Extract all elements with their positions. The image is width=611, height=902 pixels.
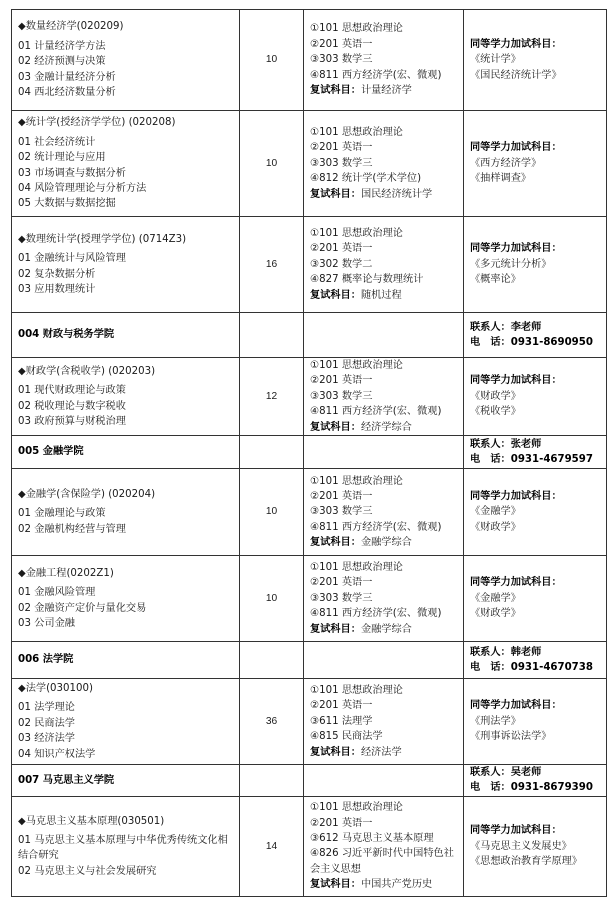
additional-subject-item: 《金融学》 [470, 506, 521, 518]
additional-subject-item: 《国民经济统计学》 [470, 69, 562, 81]
diamond-bullet-icon: ◆ [18, 117, 26, 129]
major-name: 金融学(含保险学) (020204) [25, 488, 156, 500]
school-row [12, 436, 607, 469]
contact-cell [464, 642, 607, 679]
exam-subjects [310, 226, 457, 288]
retest-label: 复试科目： [310, 746, 361, 758]
exam-item: ④811 西方经济学(宏、微观) [310, 521, 442, 533]
direction-item: 01 金融风险管理 [18, 587, 96, 599]
direction-item: 03 经济法学 [18, 733, 75, 745]
retest-value: 经济法学 [360, 746, 402, 758]
additional-subjects-label: 同等学力加试科目： [470, 243, 562, 255]
exam-item: ①101 思想政治理论 [310, 126, 403, 138]
enrollment-quota: 12 [240, 358, 304, 436]
exam-item: ②201 英语一 [310, 700, 373, 712]
contact-phone: 电 话：0931-8690950 [470, 337, 593, 348]
additional-subject-item: 《刑事诉讼法学》 [470, 731, 552, 743]
additional-subject-item: 《抽样调查》 [470, 173, 532, 185]
empty-quota-cell [240, 436, 304, 469]
exam-subjects [310, 125, 457, 187]
major-row [12, 679, 607, 765]
direction-item: 04 知识产权法学 [18, 748, 96, 760]
enrollment-quota: 36 [240, 679, 304, 765]
major-title [18, 19, 233, 34]
additional-subjects-cell [464, 10, 607, 111]
research-directions [18, 833, 233, 879]
retest-value: 中国共产党历史 [360, 879, 433, 891]
enrollment-quota: 10 [240, 556, 304, 642]
enrollment-quota: 16 [240, 217, 304, 313]
contact-phone: 电 话：0931-4670738 [470, 662, 593, 674]
exam-subjects-cell [304, 10, 464, 111]
direction-item: 01 马克思主义基本原理与中华优秀传统文化相结合研究 [18, 834, 228, 862]
direction-item: 02 金融机构经营与管理 [18, 523, 126, 535]
contact-person: 联系人：张老师 [470, 438, 542, 450]
major-row [12, 796, 607, 896]
retest-subject [310, 877, 457, 892]
major-title [18, 566, 233, 581]
research-directions [18, 135, 233, 212]
retest-label: 复试科目： [310, 421, 361, 433]
empty-exam-cell [304, 765, 464, 797]
additional-subjects [470, 591, 600, 622]
contact-cell [464, 313, 607, 358]
additional-subject-item: 《财政学》 [470, 608, 521, 620]
research-directions [18, 700, 233, 762]
exam-item: ②201 英语一 [310, 142, 373, 154]
additional-subjects [470, 389, 600, 420]
retest-label: 复试科目： [310, 537, 361, 549]
retest-subject [310, 83, 457, 98]
direction-item: 02 马克思主义与社会发展研究 [18, 865, 157, 877]
major-cell [12, 358, 240, 436]
exam-item: ③303 数学三 [310, 157, 373, 169]
retest-value: 随机过程 [360, 289, 402, 301]
exam-item: ①101 思想政治理论 [310, 475, 403, 487]
retest-value: 国民经济统计学 [360, 188, 433, 200]
diamond-bullet-icon: ◆ [18, 233, 26, 245]
retest-label: 复试科目： [310, 85, 361, 97]
enrollment-quota: 14 [240, 796, 304, 896]
empty-quota-cell [240, 313, 304, 358]
direction-item: 01 金融理论与政策 [18, 508, 106, 520]
major-cell [12, 796, 240, 896]
exam-item: ④815 民商法学 [310, 731, 383, 743]
contact-cell [464, 765, 607, 797]
empty-quota-cell [240, 765, 304, 797]
exam-item: ①101 思想政治理论 [310, 685, 403, 697]
school-row [12, 765, 607, 797]
empty-quota-cell [240, 642, 304, 679]
direction-item: 01 计量经济学方法 [18, 40, 106, 52]
direction-item: 02 金融资产定价与量化交易 [18, 602, 147, 614]
direction-item: 01 法学理论 [18, 702, 75, 714]
exam-item: ③303 数学三 [310, 592, 373, 604]
major-name: 法学(030100) [25, 683, 93, 695]
additional-subjects-label: 同等学力加试科目： [470, 825, 562, 837]
exam-subjects-cell [304, 469, 464, 556]
direction-item: 04 风险管理理论与分析方法 [18, 182, 147, 194]
additional-subjects-cell [464, 217, 607, 313]
diamond-bullet-icon: ◆ [18, 365, 26, 377]
additional-subjects-label: 同等学力加试科目： [470, 38, 562, 50]
direction-item: 02 复杂数据分析 [18, 268, 96, 280]
additional-subjects [470, 714, 600, 745]
additional-subjects-cell [464, 679, 607, 765]
major-row [12, 111, 607, 217]
major-name: 数量经济学(020209) [25, 21, 124, 33]
exam-subjects [310, 474, 457, 536]
contact-phone: 电 话：0931-8679390 [470, 782, 593, 794]
major-row [12, 10, 607, 111]
exam-subjects [310, 21, 457, 83]
retest-subject [310, 745, 457, 760]
exam-item: ③302 数学二 [310, 258, 373, 270]
school-name: 007 马克思主义学院 [12, 765, 240, 797]
exam-subjects [310, 800, 457, 877]
major-row [12, 217, 607, 313]
research-directions [18, 506, 233, 537]
contact-person: 联系人：韩老师 [470, 646, 542, 658]
exam-subjects [310, 358, 457, 420]
exam-item: ①101 思想政治理论 [310, 802, 403, 814]
additional-subject-item: 《统计学》 [470, 54, 521, 66]
major-title [18, 487, 233, 502]
major-cell [12, 679, 240, 765]
additional-subject-item: 《多元统计分析》 [470, 258, 552, 270]
additional-subject-item: 《财政学》 [470, 390, 521, 402]
exam-item: ④827 概率论与数理统计 [310, 274, 424, 286]
direction-item: 01 社会经济统计 [18, 136, 96, 148]
additional-subjects-cell [464, 469, 607, 556]
additional-subject-item: 《税收学》 [470, 406, 521, 418]
retest-label: 复试科目： [310, 188, 361, 200]
exam-subjects [310, 560, 457, 622]
direction-item: 02 民商法学 [18, 717, 75, 729]
additional-subjects-cell [464, 111, 607, 217]
exam-item: ④811 西方经济学(宏、微观) [310, 406, 442, 418]
retest-subject [310, 535, 457, 550]
exam-subjects [310, 683, 457, 745]
major-name: 统计学(授经济学学位) (020208) [25, 117, 176, 129]
additional-subjects-label: 同等学力加试科目： [470, 577, 562, 589]
table-body [12, 10, 607, 897]
major-cell [12, 217, 240, 313]
retest-subject [310, 622, 457, 637]
major-name: 数理统计学(授理学学位) (0714Z3) [25, 233, 187, 245]
contact-cell [464, 436, 607, 469]
exam-item: ①101 思想政治理论 [310, 23, 403, 35]
major-title [18, 115, 233, 130]
direction-item: 03 政府预算与财税治理 [18, 415, 126, 427]
contact-person: 联系人：李老师 [470, 321, 542, 333]
exam-item: ③303 数学三 [310, 390, 373, 402]
exam-item: ①101 思想政治理论 [310, 227, 403, 239]
major-name: 财政学(含税收学) (020203) [25, 365, 156, 377]
direction-item: 02 统计理论与应用 [18, 152, 106, 164]
additional-subject-item: 《财政学》 [470, 521, 521, 533]
retest-value: 计量经济学 [360, 85, 412, 97]
exam-item: ③303 数学三 [310, 506, 373, 518]
exam-item: ②201 英语一 [310, 577, 373, 589]
direction-item: 04 西北经济数量分析 [18, 87, 116, 99]
exam-item: ①101 思想政治理论 [310, 360, 403, 371]
additional-subjects-cell [464, 358, 607, 436]
major-title [18, 681, 233, 696]
exam-item: ④811 西方经济学(宏、微观) [310, 69, 442, 81]
empty-exam-cell [304, 642, 464, 679]
additional-subjects-label: 同等学力加试科目： [470, 375, 562, 387]
major-row [12, 358, 607, 436]
admission-catalog-table [11, 9, 607, 897]
direction-item: 02 税收理论与数字税收 [18, 400, 126, 412]
retest-subject [310, 288, 457, 303]
school-name: 004 财政与税务学院 [12, 313, 240, 358]
major-row [12, 556, 607, 642]
major-title [18, 232, 233, 247]
research-directions [18, 383, 233, 429]
school-name: 006 法学院 [12, 642, 240, 679]
additional-subject-item: 《金融学》 [470, 592, 521, 604]
major-name: 金融工程(0202Z1) [25, 567, 114, 579]
research-directions [18, 585, 233, 631]
major-row [12, 469, 607, 556]
additional-subjects [470, 839, 600, 870]
enrollment-quota: 10 [240, 10, 304, 111]
research-directions [18, 251, 233, 297]
direction-item: 03 市场调查与数据分析 [18, 167, 126, 179]
empty-exam-cell [304, 313, 464, 358]
direction-item: 03 金融计量经济分析 [18, 71, 116, 83]
exam-item: ③303 数学三 [310, 54, 373, 66]
diamond-bullet-icon: ◆ [18, 815, 26, 827]
exam-item: ④812 统计学(学术学位) [310, 173, 422, 185]
additional-subjects [470, 504, 600, 535]
retest-label: 复试科目： [310, 879, 361, 891]
additional-subjects-label: 同等学力加试科目： [470, 142, 562, 154]
school-name: 005 金融学院 [12, 436, 240, 469]
contact-person: 联系人：吴老师 [470, 767, 542, 779]
retest-value: 金融学综合 [360, 623, 412, 635]
direction-item: 03 公司金融 [18, 617, 75, 629]
exam-item: ①101 思想政治理论 [310, 562, 403, 574]
exam-subjects-cell [304, 796, 464, 896]
exam-item: ③611 法理学 [310, 715, 373, 727]
direction-item: 01 金融统计与风险管理 [18, 253, 126, 265]
exam-item: ④811 西方经济学(宏、微观) [310, 608, 442, 620]
additional-subjects-label: 同等学力加试科目： [470, 490, 562, 502]
additional-subjects-cell [464, 556, 607, 642]
diamond-bullet-icon: ◆ [18, 683, 26, 695]
retest-value: 经济学综合 [360, 421, 412, 433]
additional-subject-item: 《西方经济学》 [470, 157, 542, 169]
major-title [18, 814, 233, 829]
empty-exam-cell [304, 436, 464, 469]
additional-subject-item: 《刑法学》 [470, 715, 521, 727]
additional-subjects-label: 同等学力加试科目： [470, 700, 562, 712]
exam-item: ②201 英语一 [310, 817, 373, 829]
diamond-bullet-icon: ◆ [18, 567, 26, 579]
additional-subjects [470, 52, 600, 83]
exam-subjects-cell [304, 556, 464, 642]
exam-item: ③612 马克思主义基本原理 [310, 832, 434, 844]
school-row [12, 313, 607, 358]
exam-item: ②201 英语一 [310, 243, 373, 255]
school-row [12, 642, 607, 679]
direction-item: 01 现代财政理论与政策 [18, 385, 126, 397]
major-cell [12, 556, 240, 642]
major-title [18, 364, 233, 379]
major-cell [12, 10, 240, 111]
additional-subjects [470, 156, 600, 187]
exam-subjects-cell [304, 217, 464, 313]
research-directions [18, 39, 233, 101]
additional-subject-item: 《思想政治教育学原理》 [470, 856, 583, 868]
additional-subject-item: 《马克思主义发展史》 [470, 840, 572, 852]
retest-label: 复试科目： [310, 289, 361, 301]
retest-subject [310, 187, 457, 202]
diamond-bullet-icon: ◆ [18, 488, 26, 500]
exam-item: ②201 英语一 [310, 490, 373, 502]
exam-item: ②201 英语一 [310, 375, 373, 387]
additional-subject-item: 《概率论》 [470, 274, 521, 286]
additional-subjects-cell [464, 796, 607, 896]
enrollment-quota: 10 [240, 111, 304, 217]
direction-item: 02 经济预测与决策 [18, 56, 106, 68]
major-name: 马克思主义基本原理(030501) [25, 815, 165, 827]
retest-value: 金融学综合 [360, 537, 412, 549]
direction-item: 05 大数据与数据挖掘 [18, 198, 116, 210]
exam-item: ④826 习近平新时代中国特色社会主义思想 [310, 848, 454, 875]
exam-subjects-cell [304, 679, 464, 765]
exam-item: ②201 英语一 [310, 38, 373, 50]
additional-subjects [470, 257, 600, 288]
retest-subject [310, 420, 457, 435]
exam-subjects-cell [304, 111, 464, 217]
exam-subjects-cell [304, 358, 464, 436]
major-cell [12, 111, 240, 217]
retest-label: 复试科目： [310, 623, 361, 635]
enrollment-quota: 10 [240, 469, 304, 556]
diamond-bullet-icon: ◆ [18, 21, 26, 33]
direction-item: 03 应用数理统计 [18, 283, 96, 295]
contact-phone: 电 话：0931-4679597 [470, 454, 593, 466]
major-cell [12, 469, 240, 556]
